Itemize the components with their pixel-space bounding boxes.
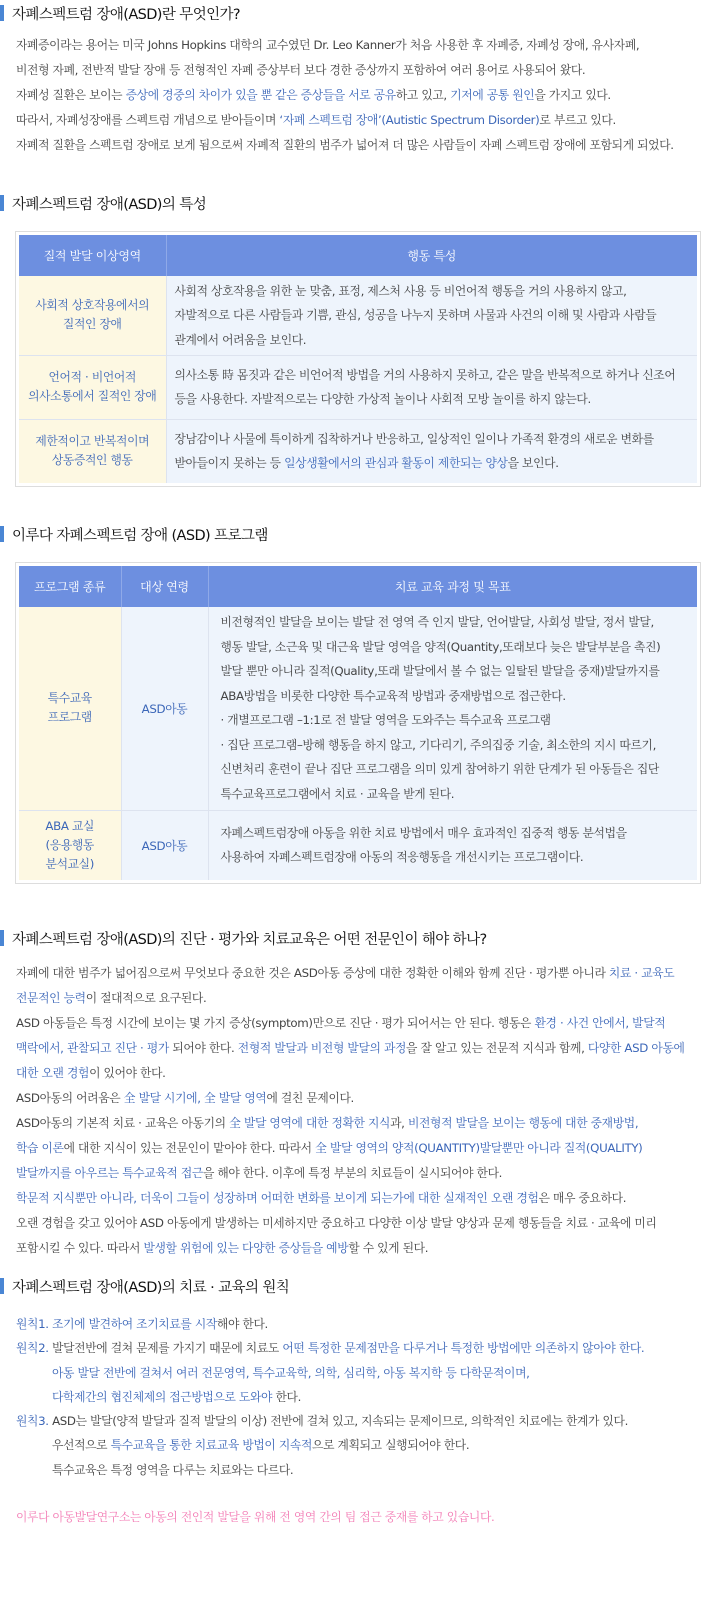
text-segment: 되어야 한다. — [168, 1041, 238, 1055]
category-label: 프로그램 — [47, 710, 92, 725]
category-label: ABA 교실 — [45, 818, 95, 833]
text-line — [175, 328, 692, 353]
category-label: 특수교육 — [47, 691, 92, 706]
text-segment: 을 보인다. — [507, 456, 559, 471]
text-line — [16, 83, 706, 108]
description-cell — [166, 419, 697, 483]
text-segment: 을 해야 한다. 이후에 특정 부분의 치료들이 실시되어야 한다. — [202, 1166, 503, 1180]
text-line — [16, 133, 706, 158]
highlighted-text: 조기에 발견하여 조기치료를 시작 — [52, 1317, 217, 1331]
text-line — [221, 757, 692, 782]
text-line — [175, 451, 692, 476]
text-line — [221, 845, 692, 870]
table-row — [19, 810, 697, 880]
text-segment: 할 수 있게 된다. — [348, 1241, 429, 1255]
text-segment: 으로 계획되고 실행되어야 한다. — [312, 1438, 470, 1453]
text-line — [16, 58, 706, 83]
text-line — [16, 1011, 706, 1036]
category-label: 언어적 · 비언어적 — [48, 370, 137, 384]
text-segment: 의사소통 時 몸짓과 같은 비언어적 방법을 거의 사용하지 못하고, 같은 말을 반복적으로 하거나 신조어 — [174, 367, 676, 382]
description-cell — [208, 607, 697, 810]
highlighted-text: 일상생활에서의 관심과 활동이 제한되는 양상 — [284, 456, 508, 471]
highlighted-text: 어떤 특정한 문제점만을 다루거나 특정한 방법에만 의존하지 않아야 한다. — [282, 1341, 645, 1356]
description-cell — [166, 276, 697, 355]
age-cell: ASD아동 — [121, 810, 208, 880]
text-segment: 특수교육프로그램에서 치료 · 교육을 받게 된다. — [220, 786, 455, 801]
table-row — [19, 355, 697, 419]
text-segment: 은 매우 중요하다. — [538, 1191, 627, 1205]
text-segment: 에 대한 지식이 있는 전문인이 맡아야 한다. 따라서 — [63, 1141, 316, 1155]
highlighted-text: ‘자폐 스펙트럼 장애’(Autistic Spectrum Disorder) — [279, 113, 540, 127]
section-title-treatment-principles: 자폐스펙트럼 장애(ASD)의 치료 · 교육의 원칙 — [0, 1275, 289, 1297]
highlighted-text: 학문적 지식뿐만 아니라, 더욱이 그들이 성장하며 어떠한 변화를 보이게 되는가에 대한 실재적인 오랜 경험 — [16, 1191, 539, 1205]
highlighted-text: 환경 · 사건 안에서, 발달적 — [534, 1016, 666, 1030]
text-line — [221, 659, 692, 684]
text-line — [16, 1186, 706, 1211]
text-line — [16, 1433, 706, 1457]
text-line — [175, 363, 692, 388]
text-segment: 에 걸친 문제이다. — [266, 1091, 354, 1105]
highlighted-text: 전형적 발달과 비전형 발달의 과정 — [237, 1041, 407, 1055]
text-segment: 행동 발달, 소근육 및 대근육 발달 영역을 양적(Quantity,또래보다 늦은 발달부분을 촉진) — [220, 639, 661, 654]
text-line — [16, 1336, 706, 1360]
text-line — [16, 1361, 706, 1385]
highlighted-text: 全 발달 시기에, 全 발달 영역 — [123, 1091, 267, 1105]
text-segment: 로 부르고 있다. — [539, 113, 616, 127]
section-title-diagnosis-experts: 자폐스펙트럼 장애(ASD)의 진단 · 평가와 치료교육은 어떤 전문인이 해야 하나? — [0, 927, 487, 949]
text-line — [175, 387, 692, 412]
highlighted-text: 원칙2. — [16, 1341, 53, 1356]
table-header: 프로그램 종류 — [19, 566, 121, 607]
description-cell — [208, 810, 697, 880]
title-bar — [0, 1278, 4, 1294]
category-label: 사회적 상호작용에서의 — [35, 298, 150, 313]
text-segment: 자폐에 대한 범주가 넓어짐으로써 무엇보다 중요한 것은 ASD아동 증상에 대한 정확한 이해와 함께 진단 · 평가뿐 아니라 — [16, 966, 609, 980]
highlighted-text: 원칙3. — [16, 1414, 53, 1429]
text-line — [16, 1211, 706, 1236]
section-title-iruda-program: 이루다 자폐스펙트럼 장애 (ASD) 프로그램 — [0, 523, 268, 545]
text-segment: ASD아동의 기본적 치료 · 교육은 아동기의 — [16, 1116, 230, 1130]
category-label: 상동증적인 행동 — [51, 453, 133, 468]
text-segment: 자발적으로 다른 사람들과 기쁨, 관심, 성공을 나누지 못하며 사물과 사건의 이해 및 사람과 사람들 — [174, 308, 657, 322]
highlighted-text: 全 발달 영역에 대한 정확한 지식 — [229, 1116, 391, 1130]
text-segment: ASD는 발달(양적 발달과 질적 발달의 이상) 전반에 걸쳐 있고, 지속되는 문제이므로, 의학적인 치료에는 한계가 있다. — [52, 1414, 628, 1429]
highlighted-text: 전문적인 능력 — [16, 991, 86, 1005]
text-segment: 포함시킬 수 있다. 따라서 — [16, 1241, 144, 1255]
table-header: 질적 발달 이상영역 — [19, 235, 166, 276]
text-segment: 자폐적 질환을 스펙트럼 장애로 보게 됨으로써 자폐적 질환의 범주가 넓어져 더 많은 사람들이 자폐 스펙트럼 장애에 포함되게 되었다. — [16, 138, 674, 152]
title-bar — [0, 930, 4, 946]
text-segment: 관계에서 어려움을 보인다. — [174, 332, 307, 347]
text-segment: 특수교육은 특정 영역을 다루는 치료와는 다르다. — [52, 1462, 294, 1477]
category-label: 질적인 장애 — [62, 317, 122, 332]
text-segment: 자폐스펙트럼장애 아동을 위한 치료 방법에서 매우 효과적인 집중적 행동 분석법을 — [220, 825, 627, 840]
treatment-principles-body — [16, 1312, 706, 1482]
table-row — [19, 607, 697, 810]
category-cell — [19, 419, 166, 483]
text-line — [221, 821, 692, 846]
text-line — [16, 1061, 706, 1086]
section-title-what-is-asd: 자폐스펙트럼 장애(ASD)란 무엇인가? — [0, 2, 240, 24]
text-segment: ASD 아동들은 특정 시간에 보이는 몇 가지 증상(symptom)만으로 진단 · 평가 되어서는 안 된다. 행동은 — [16, 1016, 535, 1030]
text-segment: 발달전반에 걸쳐 문제를 가지기 때문에 치료도 — [52, 1341, 283, 1356]
highlighted-text: 다양한 ASD 아동에 — [587, 1041, 685, 1055]
text-line — [221, 782, 692, 807]
category-label: 분석교실) — [45, 856, 94, 871]
text-segment: 신변처리 훈련이 끝나 집단 프로그램을 의미 있게 참여하기 위한 단계가 된 아동들은 집단 — [220, 762, 659, 777]
text-segment: 우선적으로 — [52, 1438, 111, 1453]
text-line — [16, 1161, 706, 1186]
text-line — [175, 303, 692, 328]
text-segment: · 개별프로그램 –1:1로 전 발달 영역을 도와주는 특수교육 프로그램 — [220, 713, 551, 728]
highlighted-text: 원칙1. — [16, 1317, 53, 1331]
text-segment: 받아들이지 못하는 등 — [174, 456, 285, 471]
highlighted-text: 학습 이론 — [16, 1141, 64, 1155]
text-segment: 하고 있고, — [395, 88, 451, 102]
asd-traits-table — [15, 231, 701, 487]
text-segment: 이 절대적으로 요구된다. — [85, 991, 207, 1005]
text-line — [175, 279, 692, 304]
footer-statement: 이루다 아동발달연구소는 아동의 전인적 발달을 위해 전 영역 간의 팀 접근 중재를 하고 있습니다. — [16, 1510, 495, 1524]
table-header: 치료 교육 과정 및 목표 — [208, 566, 697, 607]
text-line — [16, 1136, 706, 1161]
category-cell — [19, 810, 121, 880]
text-line — [16, 1236, 706, 1261]
text-line — [175, 427, 692, 452]
highlighted-text: 치료 · 교육도 — [608, 966, 675, 980]
text-segment: 등을 사용한다. 자발적으로는 다양한 가상적 놀이나 사회적 모방 놀이를 하지 않는다. — [174, 392, 591, 406]
category-cell — [19, 355, 166, 419]
category-cell — [19, 276, 166, 355]
text-line — [16, 1385, 706, 1409]
text-line — [16, 1111, 706, 1136]
highlighted-text: 아동 발달 전반에 걸쳐서 여러 전문영역, 특수교육학, 의학, 심리학, 아동 복지학 등 다학문적이며, — [52, 1365, 530, 1380]
highlighted-text: 증상에 경중의 차이가 있을 뿐 같은 증상들을 서로 공유 — [125, 88, 396, 102]
text-line — [221, 708, 692, 733]
text-line — [16, 1312, 706, 1336]
table-row — [19, 276, 697, 355]
text-segment: 따라서, 자폐성장애를 스펙트럼 개념으로 받아들이며 — [16, 113, 280, 127]
text-line — [221, 684, 692, 709]
title-bar — [0, 195, 4, 211]
text-segment: 발달 뿐만 아니라 질적(Quality,또래 발달에서 볼 수 없는 일탈된 발달을 중재)발달까지를 — [220, 664, 660, 679]
highlighted-text: 발생할 위험에 있는 다양한 증상들을 예방 — [143, 1241, 349, 1255]
highlighted-text: 全 발달 영역의 양적(QUANTITY)발달뿐만 아니라 질적(QUALITY) — [315, 1141, 643, 1155]
text-segment: 을 잘 알고 있는 전문적 지식과 함께, — [406, 1041, 588, 1055]
highlighted-text: 비전형적 발달을 보이는 행동에 대한 중재방법, — [407, 1116, 639, 1130]
table-row — [19, 419, 697, 483]
text-segment: ASD아동의 어려움은 — [16, 1091, 124, 1105]
highlighted-text: 대한 오랜 경험 — [16, 1066, 90, 1080]
diagnosis-experts-body — [16, 961, 706, 1261]
text-line — [16, 108, 706, 133]
highlighted-text: 맥락에서, 관찰되고 진단 · 평가 — [16, 1041, 169, 1055]
category-label: 제한적이고 반복적이며 — [35, 434, 150, 449]
table-header: 행동 특성 — [166, 235, 697, 276]
category-cell — [19, 607, 121, 810]
what-is-asd-body — [16, 33, 706, 158]
text-segment: 오랜 경험을 갖고 있어야 ASD 아동에게 발생하는 미세하지만 중요하고 다양한 이상 발달 양상과 문제 행동들을 치료 · 교육에 미리 — [16, 1216, 657, 1230]
text-line — [221, 733, 692, 758]
category-label: 의사소통에서 질적인 장애 — [28, 389, 157, 403]
age-cell: ASD아동 — [121, 607, 208, 810]
text-line — [221, 635, 692, 660]
text-segment: 비전형 자폐, 전반적 발달 장애 등 전형적인 자폐 증상부터 보다 경한 증상까지 포함하여 여러 용어로 사용되어 왔다. — [16, 63, 586, 77]
program-table — [15, 562, 701, 884]
text-line — [16, 33, 706, 58]
description-cell — [166, 355, 697, 419]
text-line — [16, 1409, 706, 1433]
text-segment: 을 가지고 있다. — [534, 88, 611, 102]
text-segment: 이 있어야 한다. — [89, 1066, 166, 1080]
text-line — [16, 1086, 706, 1111]
category-label: (응용행동 — [45, 837, 94, 852]
text-line — [16, 1036, 706, 1061]
text-segment: 비전형적인 발달을 보이는 발달 전 영역 즉 인지 발달, 언어발달, 사회성 발달, 정서 발달, — [220, 615, 654, 630]
text-line — [221, 610, 692, 635]
text-segment: 자폐성 질환은 보이는 — [16, 88, 126, 102]
text-segment: ABA방법을 비롯한 다양한 특수교육적 방법과 중재방법으로 접근한다. — [220, 688, 566, 703]
text-segment: 장남감이나 사물에 특이하게 집착하거나 반응하고, 일상적인 일이나 가족적 환경의 새로운 변화를 — [174, 431, 654, 446]
title-bar — [0, 5, 4, 21]
text-segment: 해야 한다. — [216, 1317, 268, 1331]
text-segment: 과, — [390, 1116, 408, 1130]
highlighted-text: 특수교육을 통한 치료교육 방법이 지속적 — [110, 1438, 313, 1453]
highlighted-text: 다학제간의 협진체제의 접근방법으로 도와야 — [52, 1389, 273, 1404]
text-line — [16, 986, 706, 1011]
text-line — [16, 1458, 706, 1482]
text-segment: 한다. — [272, 1389, 301, 1404]
text-segment: 사용하여 자폐스펙트럼장애 아동의 적응행동을 개선시키는 프로그램이다. — [220, 850, 584, 865]
text-segment: · 집단 프로그램–방해 행동을 하지 않고, 기다리기, 주의집중 기술, 최소한의 지시 따르기, — [220, 737, 657, 752]
highlighted-text: 발달까지를 아우르는 특수교육적 접근 — [16, 1166, 203, 1180]
text-line — [16, 961, 706, 986]
highlighted-text: 기저에 공통 원인 — [450, 88, 535, 102]
text-segment: 사회적 상호작용을 위한 눈 맞춤, 표정, 제스처 사용 등 비언어적 행동을 거의 사용하지 않고, — [174, 283, 627, 298]
text-segment: 자폐증이라는 용어는 미국 Johns Hopkins 대학의 교수였던 Dr. Leo Kanner가 처음 사용한 후 자폐증, 자폐성 장애, 유사자폐, — [16, 38, 640, 52]
title-bar — [0, 526, 4, 542]
table-header: 대상 연령 — [121, 566, 208, 607]
section-title-asd-traits: 자폐스펙트럼 장애(ASD)의 특성 — [0, 192, 206, 214]
